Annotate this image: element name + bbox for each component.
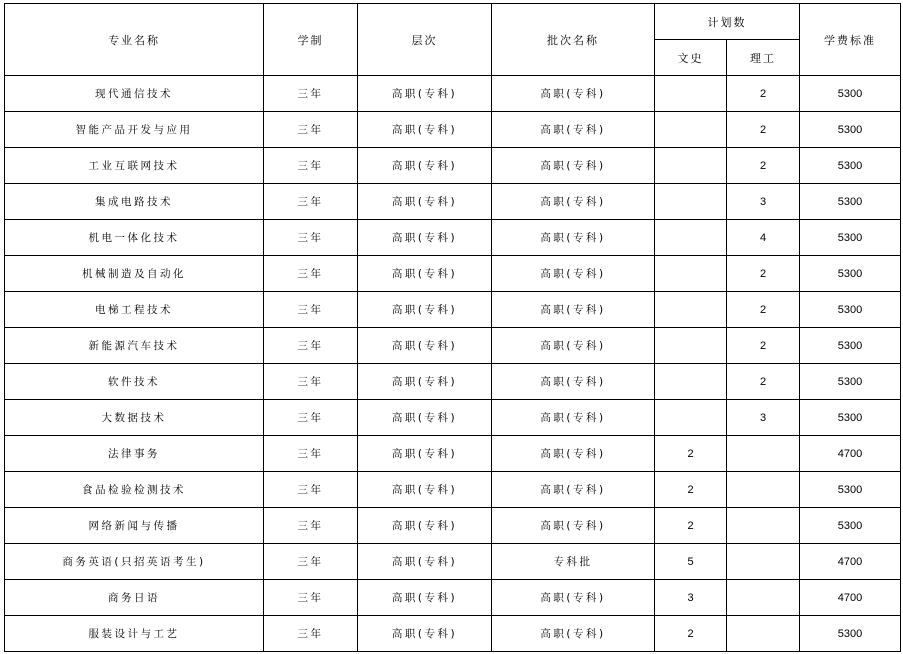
header-major: 专业名称 [5,4,264,76]
batch-cell: 高职(专科) [492,112,655,148]
duration-cell: 三年 [264,508,358,544]
table-row [5,544,901,580]
tuition-cell: 4700 [800,580,901,616]
major-cell: 机电一体化技术 [5,220,264,256]
table-row [5,112,901,148]
level-cell: 高职(专科) [358,472,492,508]
plan-arts-cell: 2 [655,508,727,544]
batch-cell: 高职(专科) [492,436,655,472]
table-row [5,184,901,220]
table-row [5,580,901,616]
enrollment-plan-table [4,3,901,652]
table-row [5,76,901,112]
plan-science-cell: 2 [727,112,800,148]
level-cell: 高职(专科) [358,616,492,652]
plan-science-cell [727,580,800,616]
plan-science-cell: 4 [727,220,800,256]
tuition-cell: 5300 [800,292,901,328]
duration-cell: 三年 [264,292,358,328]
plan-science-cell: 2 [727,292,800,328]
major-cell: 服装设计与工艺 [5,616,264,652]
tuition-cell: 4700 [800,544,901,580]
level-cell: 高职(专科) [358,364,492,400]
plan-arts-cell [655,364,727,400]
header-level: 层次 [358,4,492,76]
plan-science-cell: 2 [727,256,800,292]
duration-cell: 三年 [264,220,358,256]
plan-arts-cell: 2 [655,472,727,508]
major-cell: 工业互联网技术 [5,148,264,184]
plan-arts-cell [655,328,727,364]
plan-science-cell: 3 [727,184,800,220]
plan-science-cell [727,472,800,508]
level-cell: 高职(专科) [358,256,492,292]
batch-cell: 高职(专科) [492,472,655,508]
level-cell: 高职(专科) [358,292,492,328]
plan-science-cell: 2 [727,364,800,400]
plan-arts-cell [655,256,727,292]
major-cell: 软件技术 [5,364,264,400]
major-cell: 智能产品开发与应用 [5,112,264,148]
level-cell: 高职(专科) [358,220,492,256]
duration-cell: 三年 [264,436,358,472]
duration-cell: 三年 [264,328,358,364]
level-cell: 高职(专科) [358,76,492,112]
tuition-cell: 5300 [800,76,901,112]
major-cell: 现代通信技术 [5,76,264,112]
duration-cell: 三年 [264,184,358,220]
tuition-cell: 5300 [800,220,901,256]
batch-cell: 高职(专科) [492,580,655,616]
batch-cell: 高职(专科) [492,76,655,112]
batch-cell: 高职(专科) [492,328,655,364]
duration-cell: 三年 [264,544,358,580]
header-plan-arts: 文史 [655,40,727,76]
batch-cell: 高职(专科) [492,148,655,184]
header-batch: 批次名称 [492,4,655,76]
plan-arts-cell [655,112,727,148]
plan-science-cell: 3 [727,400,800,436]
table-row [5,472,901,508]
plan-arts-cell [655,184,727,220]
plan-arts-cell: 2 [655,436,727,472]
table-row [5,292,901,328]
plan-science-cell: 2 [727,328,800,364]
plan-arts-cell [655,220,727,256]
plan-arts-cell: 3 [655,580,727,616]
table-row [5,148,901,184]
table-row [5,220,901,256]
batch-cell: 高职(专科) [492,364,655,400]
duration-cell: 三年 [264,472,358,508]
duration-cell: 三年 [264,400,358,436]
level-cell: 高职(专科) [358,436,492,472]
plan-arts-cell [655,76,727,112]
batch-cell: 高职(专科) [492,256,655,292]
level-cell: 高职(专科) [358,580,492,616]
plan-science-cell [727,436,800,472]
major-cell: 新能源汽车技术 [5,328,264,364]
header-plan: 计划数 [655,4,800,40]
tuition-cell: 5300 [800,112,901,148]
tuition-cell: 4700 [800,436,901,472]
duration-cell: 三年 [264,580,358,616]
tuition-cell: 5300 [800,364,901,400]
table-row [5,616,901,652]
major-cell: 商务日语 [5,580,264,616]
duration-cell: 三年 [264,76,358,112]
duration-cell: 三年 [264,616,358,652]
batch-cell: 高职(专科) [492,616,655,652]
level-cell: 高职(专科) [358,544,492,580]
batch-cell: 高职(专科) [492,508,655,544]
table-row [5,328,901,364]
batch-cell: 高职(专科) [492,184,655,220]
level-cell: 高职(专科) [358,112,492,148]
level-cell: 高职(专科) [358,148,492,184]
tuition-cell: 5300 [800,400,901,436]
duration-cell: 三年 [264,112,358,148]
table-row [5,256,901,292]
table-row [5,436,901,472]
plan-science-cell: 2 [727,148,800,184]
major-cell: 网络新闻与传播 [5,508,264,544]
level-cell: 高职(专科) [358,508,492,544]
plan-science-cell [727,544,800,580]
tuition-cell: 5300 [800,508,901,544]
table-row [5,364,901,400]
plan-science-cell: 2 [727,76,800,112]
major-cell: 法律事务 [5,436,264,472]
table-row [5,508,901,544]
plan-arts-cell [655,292,727,328]
major-cell: 商务英语(只招英语考生) [5,544,264,580]
level-cell: 高职(专科) [358,184,492,220]
duration-cell: 三年 [264,364,358,400]
tuition-cell: 5300 [800,472,901,508]
table-row [5,400,901,436]
level-cell: 高职(专科) [358,400,492,436]
tuition-cell: 5300 [800,256,901,292]
header-duration: 学制 [264,4,358,76]
level-cell: 高职(专科) [358,328,492,364]
duration-cell: 三年 [264,256,358,292]
batch-cell: 高职(专科) [492,400,655,436]
tuition-cell: 5300 [800,328,901,364]
major-cell: 机械制造及自动化 [5,256,264,292]
tuition-cell: 5300 [800,184,901,220]
plan-arts-cell [655,148,727,184]
tuition-cell: 5300 [800,148,901,184]
header-row [5,4,901,40]
plan-arts-cell: 5 [655,544,727,580]
plan-science-cell [727,508,800,544]
tuition-cell: 5300 [800,616,901,652]
plan-arts-cell [655,400,727,436]
major-cell: 大数据技术 [5,400,264,436]
major-cell: 集成电路技术 [5,184,264,220]
header-plan-science: 理工 [727,40,800,76]
header-tuition: 学费标准 [800,4,901,76]
plan-science-cell [727,616,800,652]
plan-arts-cell: 2 [655,616,727,652]
duration-cell: 三年 [264,148,358,184]
table-body [5,76,901,652]
batch-cell: 高职(专科) [492,292,655,328]
major-cell: 电梯工程技术 [5,292,264,328]
batch-cell: 高职(专科) [492,220,655,256]
major-cell: 食品检验检测技术 [5,472,264,508]
batch-cell: 专科批 [492,544,655,580]
